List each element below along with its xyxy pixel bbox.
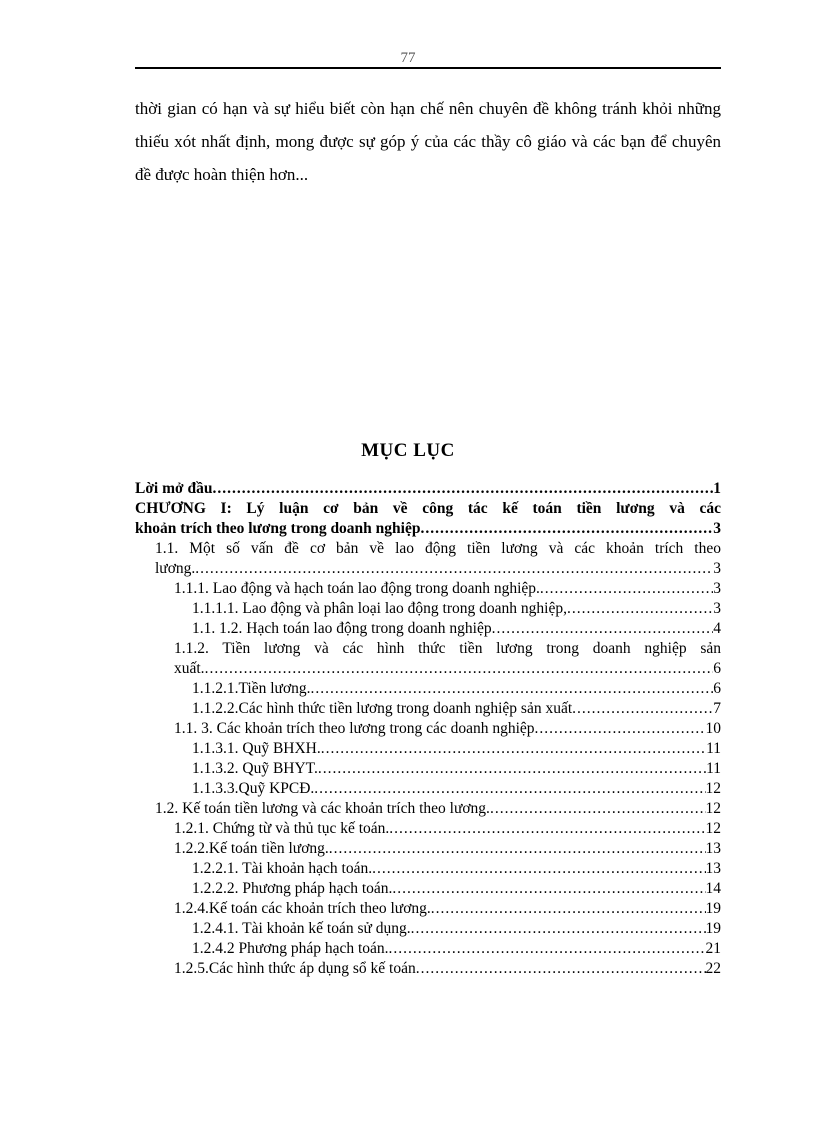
toc-entry-label: 1.2.4.2 Phương pháp hạch toán. xyxy=(192,940,389,957)
toc-entry-1-2[interactable] xyxy=(135,799,721,819)
dot-leader xyxy=(567,599,713,619)
toc-page-number: 3 xyxy=(713,520,721,537)
toc-page-number: 4 xyxy=(713,620,721,637)
toc-entry-1-1-1-2[interactable] xyxy=(135,619,721,639)
toc-entry-1-1[interactable] xyxy=(135,539,721,579)
dot-leader xyxy=(572,699,713,719)
toc-entry-1-2-2-1[interactable] xyxy=(135,859,721,879)
table-of-contents xyxy=(135,479,721,979)
dot-leader xyxy=(212,479,713,499)
dot-leader xyxy=(389,939,706,959)
toc-entry-label: 1.1.3.2. Quỹ BHYT. xyxy=(192,760,318,777)
toc-entry-label-continued: khoản trích theo lương trong doanh nghiệp xyxy=(135,520,421,537)
toc-entry-label: 1.1.2.2.Các hình thức tiền lương trong doanh nghiệp sản xuất xyxy=(192,700,573,717)
toc-entry-label: 1.1. 1.2. Hạch toán lao động trong doanh nghiệp xyxy=(192,620,492,637)
toc-entry-1-2-4-1[interactable] xyxy=(135,919,721,939)
toc-entry-label-continued: lương. xyxy=(155,560,196,577)
toc-page-number: 13 xyxy=(705,860,721,877)
dot-leader xyxy=(311,679,714,699)
toc-page-number: 11 xyxy=(706,760,721,777)
toc-title: MỤC LỤC xyxy=(361,440,455,461)
toc-entry-introduction[interactable] xyxy=(135,479,721,499)
toc-entry-1-1-1-1[interactable] xyxy=(135,599,721,619)
toc-entry-label: 1.1. 3. Các khoản trích theo lương trong các doanh nghiệp xyxy=(174,720,535,737)
toc-entry-label: 1.1.2. Tiền lương và các hình thức tiền lương trong doanh nghiệp sản xyxy=(174,640,721,657)
dot-leader xyxy=(392,879,705,899)
toc-page-number: 13 xyxy=(705,840,721,857)
toc-entry-label: 1.1.2.1.Tiền lương. xyxy=(192,680,311,697)
toc-entry-label: 1.2.4.Kế toán các khoản trích theo lương. xyxy=(174,900,431,917)
toc-entry-label: 1.1. Một số vấn đề cơ bản về lao động tiền lương và các khoản trích theo xyxy=(155,540,721,557)
toc-entry-1-1-3-3[interactable] xyxy=(135,779,721,799)
header-rule xyxy=(135,67,721,69)
toc-entry-1-2-1[interactable] xyxy=(135,819,721,839)
dot-leader xyxy=(195,559,713,579)
dot-leader xyxy=(490,799,706,819)
toc-entry-label: 1.1.3.3.Quỹ KPCĐ. xyxy=(192,780,315,797)
toc-entry-1-1-1[interactable] xyxy=(135,579,721,599)
toc-entry-label: 1.2. Kế toán tiền lương và các khoản trích theo lương. xyxy=(155,800,490,817)
dot-leader xyxy=(535,719,706,739)
toc-entry-label: Lời mở đầu xyxy=(135,480,213,497)
toc-entry-1-1-3-1[interactable] xyxy=(135,739,721,759)
dot-leader xyxy=(314,779,705,799)
toc-page-number: 12 xyxy=(705,800,721,817)
toc-entry-label: 1.1.1.1. Lao động và phân loại lao động trong doanh nghiệp, xyxy=(192,600,567,617)
dot-leader xyxy=(416,959,706,979)
toc-page-number: 6 xyxy=(713,680,721,697)
toc-entry-label: CHƯƠNG I: Lý luận cơ bản về công tác kế toán tiền lương và các xyxy=(135,500,721,517)
toc-page-number: 12 xyxy=(705,780,721,797)
dot-leader xyxy=(411,919,706,939)
toc-entry-1-1-3[interactable] xyxy=(135,719,721,739)
dot-leader xyxy=(372,859,705,879)
toc-entry-label: 1.2.1. Chứng từ và thủ tục kế toán. xyxy=(174,820,390,837)
toc-entry-label: 1.2.2.2. Phương pháp hạch toán. xyxy=(192,880,393,897)
toc-page-number: 22 xyxy=(705,960,721,977)
toc-page-number: 3 xyxy=(713,560,721,577)
toc-entry-label-continued: xuất. xyxy=(174,660,205,677)
toc-page-number: 19 xyxy=(705,900,721,917)
dot-leader xyxy=(431,899,706,919)
toc-entry-label: 1.1.3.1. Quỹ BHXH. xyxy=(192,740,321,757)
toc-entry-1-1-2-2[interactable] xyxy=(135,699,721,719)
toc-page-number: 3 xyxy=(713,580,721,597)
toc-page-number: 10 xyxy=(705,720,721,737)
toc-entry-1-2-2-2[interactable] xyxy=(135,879,721,899)
intro-paragraph: thời gian có hạn và sự hiểu biết còn hạn chế nên chuyên đề không tránh khỏi những thiếu xót nhất định, mong được sự góp ý của các thầy cô giáo và các bạn để chuyên đề được hoàn thiện hơn... xyxy=(135,99,721,184)
page-number: 77 xyxy=(400,50,416,66)
toc-entry-1-2-4-2[interactable] xyxy=(135,939,721,959)
dot-leader xyxy=(540,579,713,599)
toc-entry-1-2-5[interactable] xyxy=(135,959,721,979)
toc-page-number: 3 xyxy=(713,600,721,617)
toc-entry-label: 1.2.2.Kế toán tiền lương. xyxy=(174,840,329,857)
toc-entry-label: 1.2.4.1. Tài khoản kế toán sử dụng. xyxy=(192,920,411,937)
dot-leader xyxy=(321,739,706,759)
dot-leader xyxy=(205,659,714,679)
toc-entry-1-1-2[interactable] xyxy=(135,639,721,679)
toc-entry-label: 1.2.2.1. Tài khoản hạch toán. xyxy=(192,860,373,877)
toc-page-number: 7 xyxy=(713,700,721,717)
toc-page-number: 19 xyxy=(705,920,721,937)
toc-entry-1-2-4[interactable] xyxy=(135,899,721,919)
toc-page-number: 11 xyxy=(706,740,721,757)
toc-entry-chapter-1[interactable] xyxy=(135,499,721,539)
dot-leader xyxy=(389,819,705,839)
toc-entry-label: 1.2.5.Các hình thức áp dụng sổ kế toán xyxy=(174,960,416,977)
toc-entry-label: 1.1.1. Lao động và hạch toán lao động trong doanh nghiệp. xyxy=(174,580,540,597)
toc-page-number: 12 xyxy=(705,820,721,837)
toc-page-number: 21 xyxy=(705,940,721,957)
toc-entry-1-1-3-2[interactable] xyxy=(135,759,721,779)
dot-leader xyxy=(329,839,706,859)
toc-page-number: 1 xyxy=(713,480,721,497)
dot-leader xyxy=(318,759,706,779)
toc-entry-1-2-2[interactable] xyxy=(135,839,721,859)
toc-page-number: 6 xyxy=(713,660,721,677)
toc-page-number: 14 xyxy=(705,880,721,897)
dot-leader xyxy=(420,519,713,539)
toc-entry-1-1-2-1[interactable] xyxy=(135,679,721,699)
dot-leader xyxy=(492,619,714,639)
